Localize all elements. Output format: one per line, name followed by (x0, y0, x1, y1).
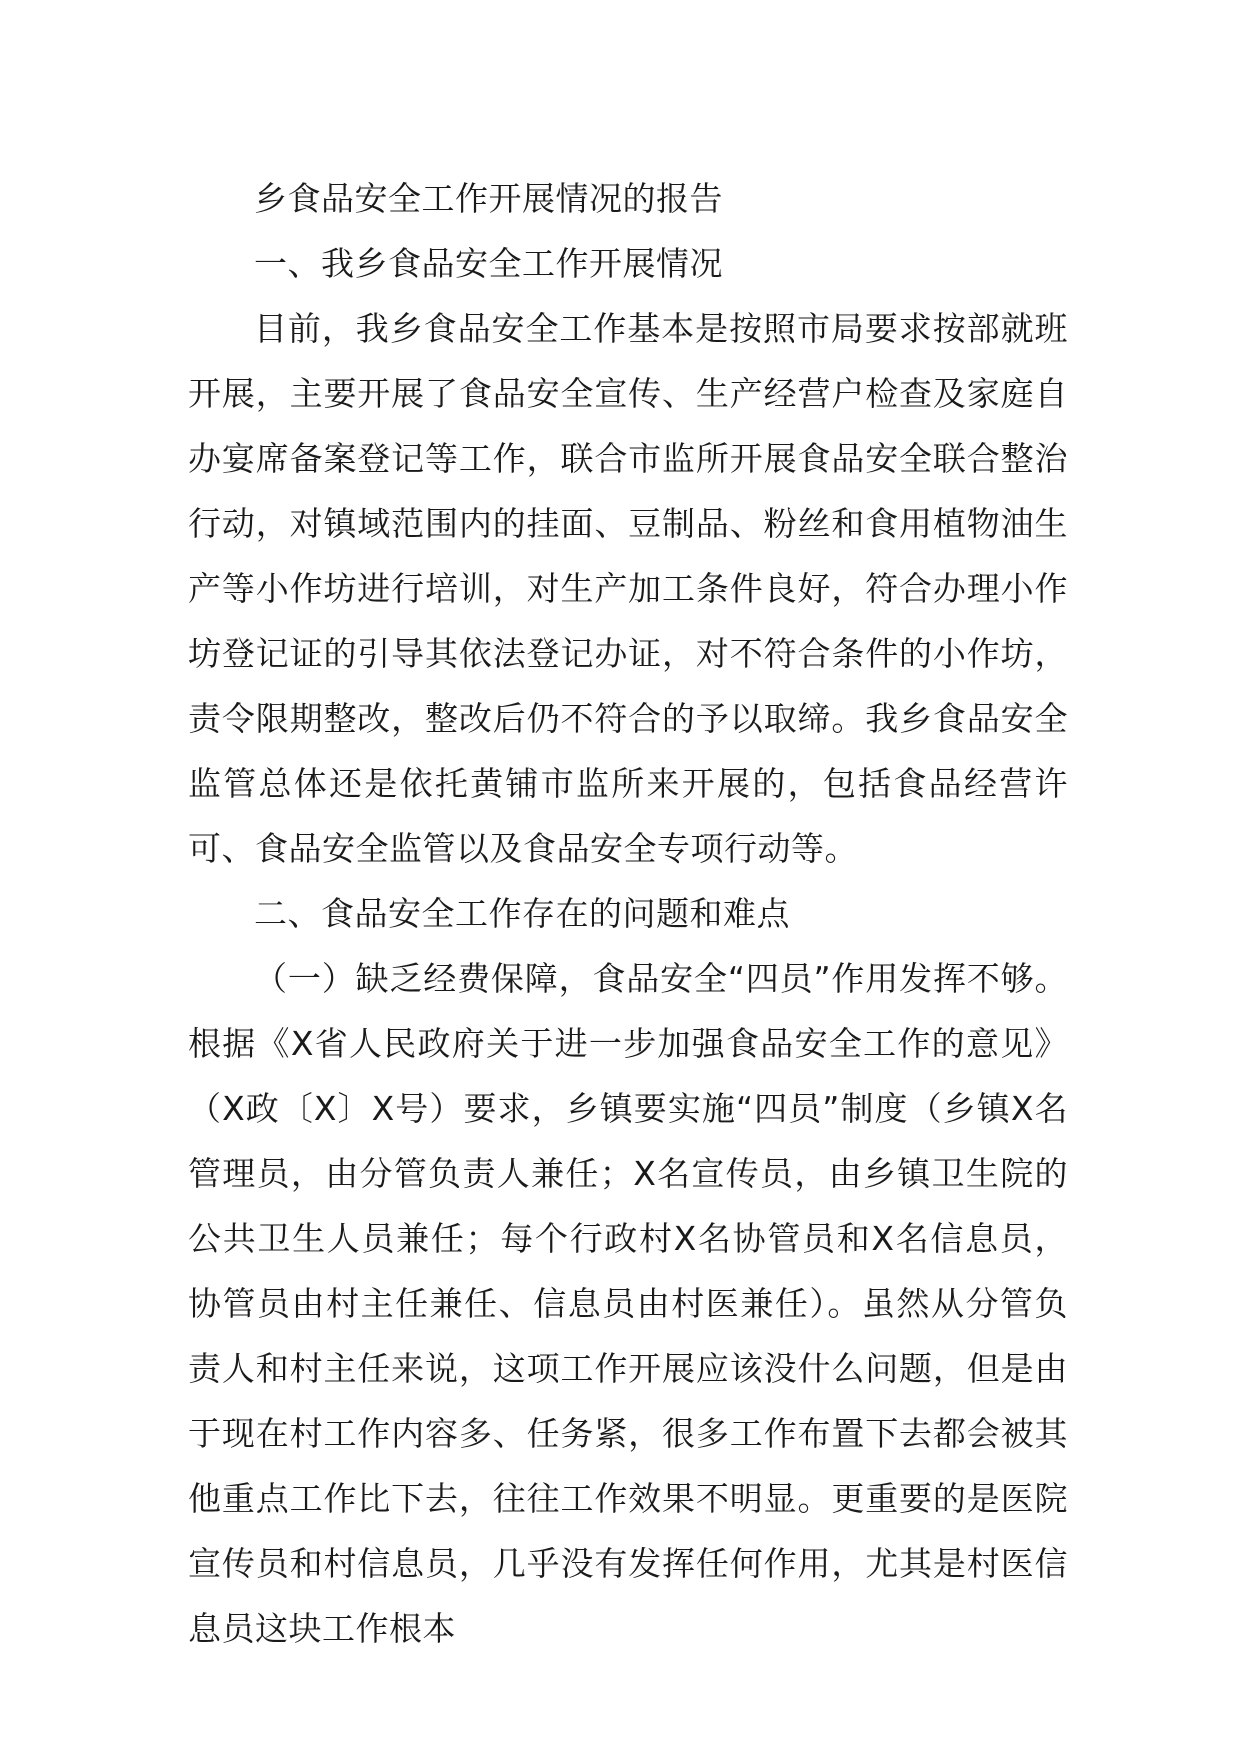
section-1-heading: 一、我乡食品安全工作开展情况 (254, 244, 723, 283)
document-body (188, 166, 1068, 1661)
section-1-paragraph: 目前，我乡食品安全工作基本是按照市局要求按部就班开展，主要开展了食品安全宣传、生产经营户检查及家庭自办宴席备案登记等工作，联合市监所开展食品安全联合整治行动，对镇域范围内的挂面、豆制品、粉丝和食用植物油生产等小作坊进行培训，对生产加工条件良好，符合办理小作坊登记证的引导其依法登记办证，对不符合条件的小作坊，责令限期整改，整改后仍不符合的予以取缔。我乡食品安全监管总体还是依托黄铺市监所来开展的，包括食品经营许可、食品安全监管以及食品安全专项行动等。 (188, 309, 1068, 868)
section-2-heading: 二、食品安全工作存在的问题和难点 (254, 894, 790, 933)
document-title: 乡食品安全工作开展情况的报告 (254, 179, 723, 218)
section-2-paragraph: （一）缺乏经费保障，食品安全“四员”作用发挥不够。根据《X省人民政府关于进一步加强食品安全工作的意见》（X政〔X〕X号）要求，乡镇要实施“四员”制度（乡镇X名管理员，由分管负责人兼任；X名宣传员，由乡镇卫生院的公共卫生人员兼任；每个行政村X名协管员和X名信息员，协管员由村主任兼任、信息员由村医兼任）。虽然从分管负责人和村主任来说，这项工作开展应该没什么问题，但是由于现在村工作内容多、任务紧，很多工作布置下去都会被其他重点工作比下去，往往工作效果不明显。更重要的是医院宣传员和村信息员，几乎没有发挥任何作用，尤其是村医信息员这块工作根本 (188, 959, 1068, 1648)
